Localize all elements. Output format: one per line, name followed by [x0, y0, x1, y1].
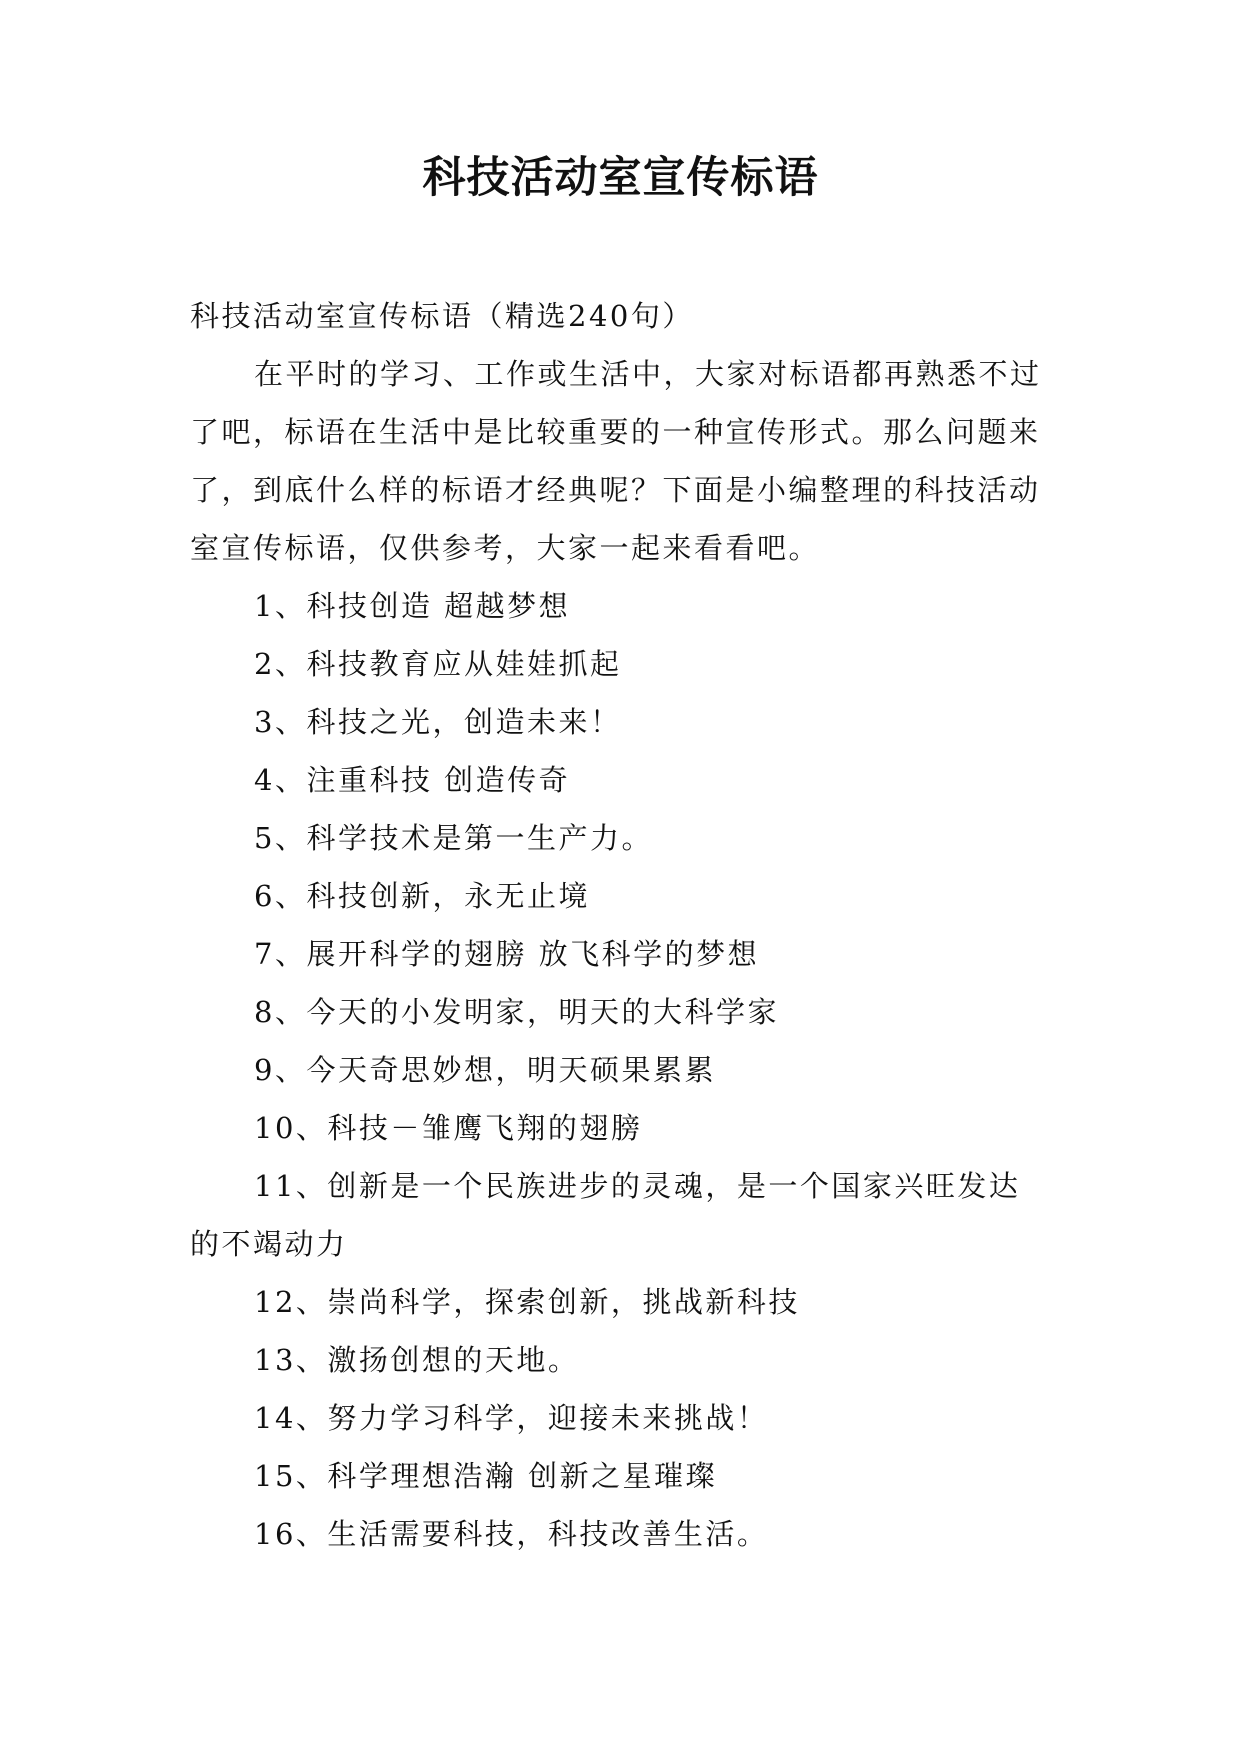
slogan-item: 16、生活需要科技，科技改善生活。 — [254, 1517, 769, 1551]
slogan-item: 12、崇尚科学，探索创新，挑战新科技 — [254, 1285, 800, 1319]
slogan-item: 7、展开科学的翅膀 放飞科学的梦想 — [254, 937, 760, 971]
document-subtitle: 科技活动室宣传标语（精选240句） — [190, 299, 694, 333]
slogan-item: 13、激扬创想的天地。 — [254, 1343, 580, 1377]
slogan-item: 4、注重科技 创造传奇 — [254, 763, 571, 797]
slogan-item: 9、今天奇思妙想，明天硕果累累 — [254, 1053, 716, 1087]
slogan-item: 15、科学理想浩瀚 创新之星璀璨 — [254, 1459, 718, 1493]
slogan-item: 6、科技创新，永无止境 — [254, 879, 590, 913]
document-title: 科技活动室宣传标语 — [422, 153, 819, 203]
document-body — [190, 287, 1050, 1563]
slogan-item: 8、今天的小发明家，明天的大科学家 — [254, 995, 779, 1029]
slogan-item: 3、科技之光，创造未来！ — [254, 705, 622, 739]
slogan-item: 5、科学技术是第一生产力。 — [254, 821, 653, 855]
slogan-item: 2、科技教育应从娃娃抓起 — [254, 647, 622, 681]
intro-paragraph: 在平时的学习、工作或生活中，大家对标语都再熟悉不过了吧，标语在生活中是比较重要的一种宣传形式。那么问题来了，到底什么样的标语才经典呢？下面是小编整理的科技活动室宣传标语，仅供参考，大家一起来看看吧。 — [190, 357, 1042, 565]
slogan-item: 10、科技－雏鹰飞翔的翅膀 — [254, 1111, 643, 1145]
slogan-item: 11、创新是一个民族进步的灵魂，是一个国家兴旺发达的不竭动力 — [190, 1169, 1021, 1261]
slogan-item: 14、努力学习科学，迎接未来挑战！ — [254, 1401, 769, 1435]
slogan-item: 1、科技创造 超越梦想 — [254, 589, 571, 623]
